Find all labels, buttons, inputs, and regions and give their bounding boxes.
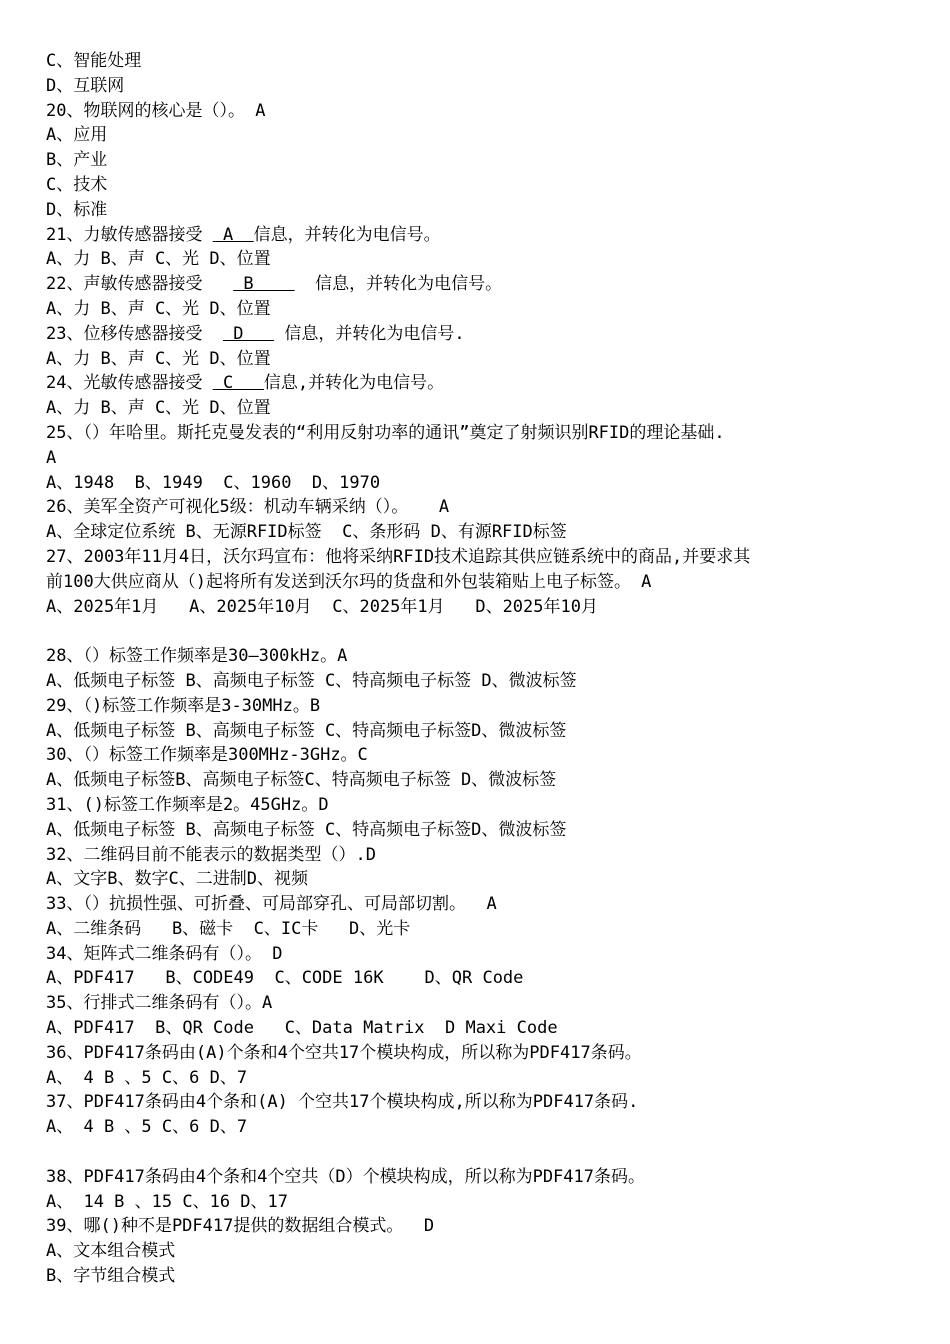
question-23: [46, 322, 926, 347]
option-line: A、 4 B 、5 C、6 D、7: [46, 1117, 248, 1138]
answer-blank: D: [222, 323, 275, 344]
question-38: 38、PDF417条码由4个条和4个空共（D）个模块构成，所以称为PDF417条码。: [46, 1166, 645, 1187]
option-line: C、技术: [46, 174, 108, 195]
option-line: D、标准: [46, 199, 108, 220]
question-39: 39、哪()种不是PDF417提供的数据组合模式。 D: [46, 1216, 435, 1237]
question-text: 信息，并转化为电信号。: [294, 274, 503, 295]
blank-line: [46, 619, 926, 644]
question-text: 24、光敏传感器接受: [46, 373, 213, 394]
question-36: 36、PDF417条码由(A)个条和4个空共17个模块构成，所以称为PDF417条码。: [46, 1042, 642, 1063]
option-line: A、全球定位系统 B、无源RFID标签 C、条形码 D、有源RFID标签: [46, 522, 567, 543]
question-text: 22、声敏传感器接受: [46, 274, 234, 295]
option-line: A、力 B、声 C、光 D、位置: [46, 398, 271, 419]
option-line: A、文字B、数字C、二进制D、视频: [46, 869, 308, 890]
answer-blank: A: [212, 224, 254, 245]
question-30: 30、（）标签工作频率是300MHz-3GHz。C: [46, 745, 368, 766]
question-29: 29、（)标签工作频率是3-30MHz。B: [46, 695, 321, 716]
question-26: 26、美军全资产可视化5级：机动车辆采纳（）。 A: [46, 497, 450, 518]
option-line: A、低频电子标签 B、高频电子标签 C、特高频电子标签D、微波标签: [46, 720, 567, 741]
option-line: A、PDF417 B、QR Code C、Data Matrix D Maxi Code: [46, 1018, 558, 1039]
answer-blank: C: [212, 373, 264, 394]
question-24: [46, 371, 926, 396]
option-line: A、力 B、声 C、光 D、位置: [46, 348, 271, 369]
option-line: A、低频电子标签B、高频电子标签C、特高频电子标签 D、微波标签: [46, 770, 557, 791]
answer-blank: B: [233, 274, 295, 295]
option-line: A、低频电子标签 B、高频电子标签 C、特高频电子标签D、微波标签: [46, 819, 567, 840]
question-34: 34、矩阵式二维条码有（）。 D: [46, 943, 283, 964]
question-21: [46, 223, 926, 248]
question-33: 33、（）抗损性强、可折叠、可局部穿孔、可局部切割。 A: [46, 894, 497, 915]
question-27: 27、2003年11月4日，沃尔玛宣布：他将采纳RFID技术追踪其供应链系统中的商品,并要求其: [46, 546, 751, 567]
question-20: 20、物联网的核心是（）。 A: [46, 100, 266, 121]
option-line: A、 4 B 、5 C、6 D、7: [46, 1067, 248, 1088]
question-37: 37、PDF417条码由4个条和(A) 个空共17个模块构成,所以称为PDF417条码.: [46, 1092, 639, 1113]
blank-line: [46, 1140, 926, 1165]
option-line: B、产业: [46, 150, 108, 171]
document-page: [46, 49, 926, 1289]
option-line: A、文本组合模式: [46, 1241, 176, 1262]
option-line: A、 14 B 、15 C、16 D、17: [46, 1191, 288, 1212]
question-text: 21、力敏传感器接受: [46, 224, 213, 245]
question-text: 23、位移传感器接受: [46, 323, 223, 344]
option-line: A、PDF417 B、CODE49 C、CODE 16K D、QR Code: [46, 968, 524, 989]
question-27-cont: 前100大供应商从（)起将所有发送到沃尔玛的货盘和外包装箱贴上电子标签。 A: [46, 571, 652, 592]
option-line: A、1948 B、1949 C、1960 D、1970: [46, 472, 381, 493]
question-25: 25、（）年哈里。斯托克曼发表的“利用反射功率的通讯”奠定了射频识别RFID的理论基础.: [46, 422, 725, 443]
question-32: 32、二维码目前不能表示的数据类型（）.D: [46, 844, 376, 865]
question-22: [46, 272, 926, 297]
question-28: 28、（）标签工作频率是30—300kHz。A: [46, 646, 348, 667]
answer-line: A: [46, 447, 57, 468]
question-text: 信息，并转化为电信号.: [274, 323, 465, 344]
question-31: 31、()标签工作频率是2。45GHz。D: [46, 794, 329, 815]
question-text: 信息,并转化为电信号。: [263, 373, 445, 394]
option-line: A、低频电子标签 B、高频电子标签 C、特高频电子标签 D、微波标签: [46, 670, 577, 691]
option-line: A、应用: [46, 125, 108, 146]
option-line: A、力 B、声 C、光 D、位置: [46, 249, 271, 270]
option-line: A、二维条码 B、磁卡 C、IC卡 D、光卡: [46, 918, 411, 939]
option-line: A、力 B、声 C、光 D、位置: [46, 298, 271, 319]
option-line: A、2025年1月 A、2025年10月 C、2025年1月 D、2025年10月: [46, 596, 598, 617]
option-line: B、字节组合模式: [46, 1266, 176, 1287]
text-line: D、互联网: [46, 75, 125, 96]
question-text: 信息，并转化为电信号。: [253, 224, 441, 245]
question-35: 35、行排式二维条码有（）。A: [46, 993, 273, 1014]
text-line: C、智能处理: [46, 51, 142, 71]
